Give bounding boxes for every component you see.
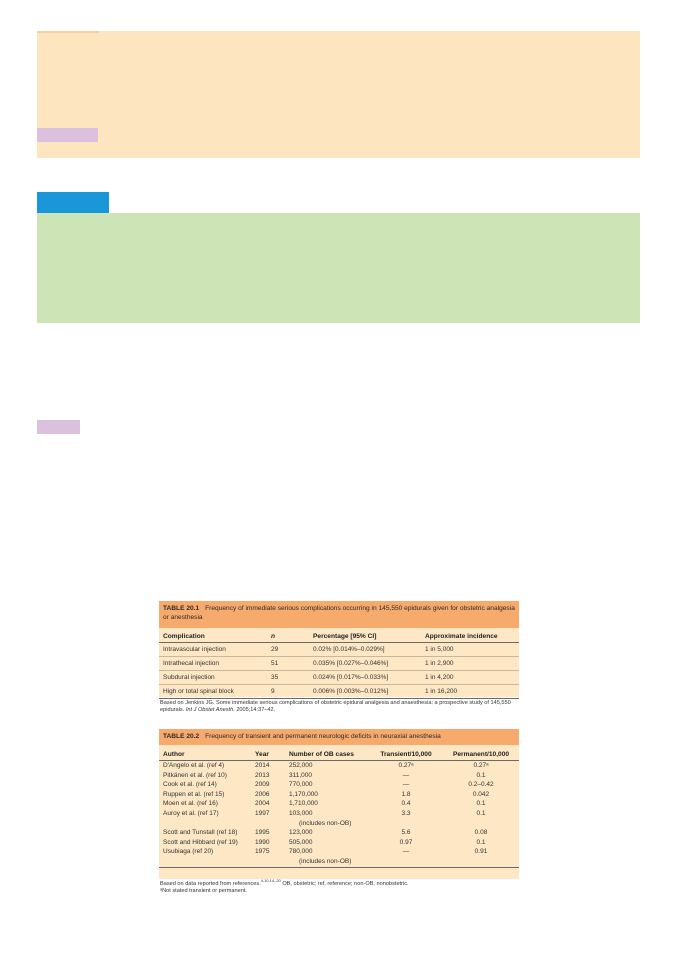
note-box	[37, 31, 640, 158]
author-cell	[159, 809, 251, 828]
author-cell	[159, 847, 251, 867]
table1-col-n: n	[267, 631, 309, 643]
year-cell-value: 1997	[255, 809, 270, 817]
transient-cell-value: —	[402, 771, 410, 779]
table-row	[159, 771, 519, 781]
complication-cell: Intravascular injection	[159, 643, 267, 657]
transient-cell-value: 5.6	[401, 829, 411, 837]
permanent-cell-value: 0.91	[474, 848, 488, 856]
table-row	[159, 838, 519, 848]
incidence-cell: 1 in 5,000	[421, 643, 519, 657]
table1-footnote-lead: Based on Jenkins JG. Some immediate serious complications of obstetric epidural analgesia and anaesthesia: a prospective study of 145,550 epidurals.	[160, 700, 511, 713]
n-cell: 9	[267, 685, 309, 699]
permanent-cell	[443, 838, 519, 848]
author-cell-value: Usubiaga (ref 20)	[163, 848, 214, 856]
year-cell	[251, 799, 285, 809]
table-row	[159, 685, 519, 699]
percentage-cell: 0.02% [0.014%–0.029%]	[309, 643, 421, 657]
permanent-cell-value: 0.08	[474, 829, 488, 837]
year-cell	[251, 838, 285, 848]
transient-cell	[369, 771, 443, 781]
table1-number: TABLE 20.1	[163, 605, 200, 612]
cases-cell	[285, 828, 369, 838]
cases-cell	[285, 780, 369, 790]
n-cell: 35	[267, 671, 309, 685]
permanent-cell	[443, 761, 519, 771]
table2-header-row	[159, 749, 519, 761]
author-cell-value: Pitkänen et al. (ref 10)	[163, 771, 227, 779]
year-cell-value: 2014	[255, 762, 270, 769]
permanent-cell	[443, 809, 519, 828]
author-cell-value: Scott and Hibbard (ref 19)	[163, 838, 238, 846]
year-cell	[251, 780, 285, 790]
cases-cell	[285, 790, 369, 800]
complication-cell: Subdural injection	[159, 671, 267, 685]
cases-cell-value: 311,000	[289, 771, 313, 779]
table1-footnote-journal: Int J Obstet Anesth.	[185, 707, 235, 713]
transient-cell	[369, 799, 443, 809]
permanent-cell	[443, 828, 519, 838]
author-cell	[159, 828, 251, 838]
permanent-cell-value: 0.1	[476, 771, 486, 779]
complication-cell: High or total spinal block	[159, 685, 267, 699]
table2-col-transient: Transient/10,000	[369, 749, 443, 761]
transient-cell	[369, 847, 443, 867]
permanent-cell-value: 0.27ᵃ	[473, 762, 489, 769]
cases-note: (includes non-OB)	[299, 857, 352, 865]
cases-note: (includes non-OB)	[299, 819, 352, 827]
percentage-cell: 0.006% [0.003%–0.012%]	[309, 685, 421, 699]
permanent-cell	[443, 847, 519, 867]
year-cell-value: 1975	[255, 848, 270, 856]
section-tag	[37, 420, 80, 434]
permanent-cell-value: 0.1	[476, 809, 486, 817]
incidence-cell: 1 in 2,900	[421, 657, 519, 671]
year-cell	[251, 809, 285, 828]
permanent-cell	[443, 799, 519, 809]
transient-cell-value: 3.3	[401, 809, 411, 817]
table-row	[159, 643, 519, 657]
table2-col-cases: Number of OB cases	[285, 749, 369, 761]
table-row	[159, 790, 519, 800]
year-cell	[251, 828, 285, 838]
author-cell	[159, 838, 251, 848]
year-cell	[251, 847, 285, 867]
table2-footnote-a: ᵃNot stated transient or permanent.	[160, 888, 247, 894]
key-points-tab	[37, 192, 109, 213]
cases-cell-value: 770,000	[289, 781, 313, 789]
table1-col-complication: Complication	[159, 631, 267, 643]
cases-cell	[285, 771, 369, 781]
cases-cell-value: 780,000	[289, 848, 313, 856]
percentage-cell: 0.035% [0.027%–0.046%]	[309, 657, 421, 671]
table1-col-incidence: Approximate incidence	[421, 631, 519, 643]
permanent-cell	[443, 771, 519, 781]
transient-cell-value: —	[402, 781, 410, 789]
table1	[159, 631, 519, 699]
table2	[159, 749, 519, 868]
cases-cell-value: 123,000	[289, 829, 313, 837]
table1-title: Frequency of immediate serious complications occurring in 145,550 epidurals given for obstetric analgesia or anesthesia	[163, 605, 515, 621]
permanent-cell-value: 0.2–0.42	[468, 781, 494, 789]
table-row	[159, 809, 519, 828]
percentage-cell: 0.024% [0.017%–0.033%]	[309, 671, 421, 685]
table-row	[159, 761, 519, 771]
table1-footnote	[160, 700, 520, 714]
table2-body	[159, 745, 519, 879]
permanent-cell-value: 0.1	[476, 838, 486, 846]
author-cell-value: D'Angelo et al. (ref 4)	[163, 762, 225, 769]
transient-cell-value: —	[402, 848, 410, 856]
author-cell-value: Ruppen et al. (ref 15)	[163, 790, 225, 798]
transient-cell-value: 0.97	[399, 838, 413, 846]
table-row	[159, 657, 519, 671]
permanent-cell	[443, 780, 519, 790]
complication-cell: Intrathecal injection	[159, 657, 267, 671]
n-cell: 29	[267, 643, 309, 657]
cases-cell	[285, 847, 369, 867]
table2-col-year: Year	[251, 749, 285, 761]
table1-header	[159, 601, 519, 628]
year-cell-value: 1995	[255, 829, 270, 837]
incidence-cell: 1 in 16,200	[421, 685, 519, 699]
transient-cell	[369, 828, 443, 838]
table2-footnote-lead: Based on data reported from references.	[160, 881, 261, 887]
table-row	[159, 780, 519, 790]
table-row	[159, 671, 519, 685]
table2-number: TABLE 20.2	[163, 733, 200, 740]
cases-cell-value: 1,170,000	[289, 790, 318, 798]
cases-cell	[285, 799, 369, 809]
author-cell	[159, 799, 251, 809]
transient-cell	[369, 761, 443, 771]
transient-cell-value: 0.4	[401, 800, 411, 808]
author-cell-value: Scott and Tunstall (ref 18)	[163, 829, 238, 837]
author-cell	[159, 761, 251, 771]
table1-footnote-tail: 2005;14:37–42.	[236, 707, 276, 713]
permanent-cell-value: 0.1	[476, 800, 486, 808]
year-cell-value: 2013	[255, 771, 270, 779]
note-box-tab	[37, 31, 99, 33]
table2-footnote	[160, 878, 520, 895]
table-row	[159, 828, 519, 838]
cases-cell-value: 1,710,000	[289, 800, 318, 808]
transient-cell	[369, 809, 443, 828]
table2-footnote-refs: 4,10,14–20	[260, 878, 281, 884]
transient-cell	[369, 780, 443, 790]
table1-header-row	[159, 631, 519, 643]
year-cell-value: 2004	[255, 800, 270, 808]
author-cell-value: Cook et al. (ref 14)	[163, 781, 217, 789]
table2-footnote-tail: OB, obstetric; ref, reference; non-OB, nonobstetric.	[280, 881, 409, 887]
table1-col-percentage: Percentage [95% CI]	[309, 631, 421, 643]
author-cell-value: Moen et al. (ref 16)	[163, 800, 218, 808]
permanent-cell	[443, 790, 519, 800]
table-row	[159, 799, 519, 809]
n-cell: 51	[267, 657, 309, 671]
cases-cell-value: 252,000	[289, 762, 313, 769]
author-cell	[159, 771, 251, 781]
transient-cell-value: 1.8	[401, 790, 411, 798]
year-cell-value: 2006	[255, 790, 270, 798]
table2-col-author: Author	[159, 749, 251, 761]
transient-cell-value: 0.27ᵃ	[398, 762, 414, 769]
year-cell	[251, 790, 285, 800]
year-cell-value: 2009	[255, 781, 270, 789]
cases-cell-value: 103,000	[289, 809, 313, 817]
transient-cell	[369, 838, 443, 848]
table-row	[159, 847, 519, 867]
table2-col-permanent: Permanent/10,000	[443, 749, 519, 761]
table1-body	[159, 628, 519, 697]
permanent-cell-value: 0.042	[472, 790, 490, 798]
cases-cell	[285, 761, 369, 771]
year-cell	[251, 771, 285, 781]
incidence-cell: 1 in 4,200	[421, 671, 519, 685]
table2-header	[159, 729, 519, 745]
key-points-box	[37, 213, 640, 323]
author-cell	[159, 790, 251, 800]
cases-cell-value: 505,000	[289, 838, 313, 846]
table2-title: Frequency of transient and permanent neurologic deficits in neuraxial anesthesia	[205, 733, 441, 740]
author-cell-value: Auroy et al. (ref 17)	[163, 809, 219, 817]
note-tag	[37, 128, 98, 142]
transient-cell	[369, 790, 443, 800]
year-cell	[251, 761, 285, 771]
cases-cell	[285, 838, 369, 848]
cases-cell	[285, 809, 369, 828]
author-cell	[159, 780, 251, 790]
year-cell-value: 1990	[255, 838, 270, 846]
